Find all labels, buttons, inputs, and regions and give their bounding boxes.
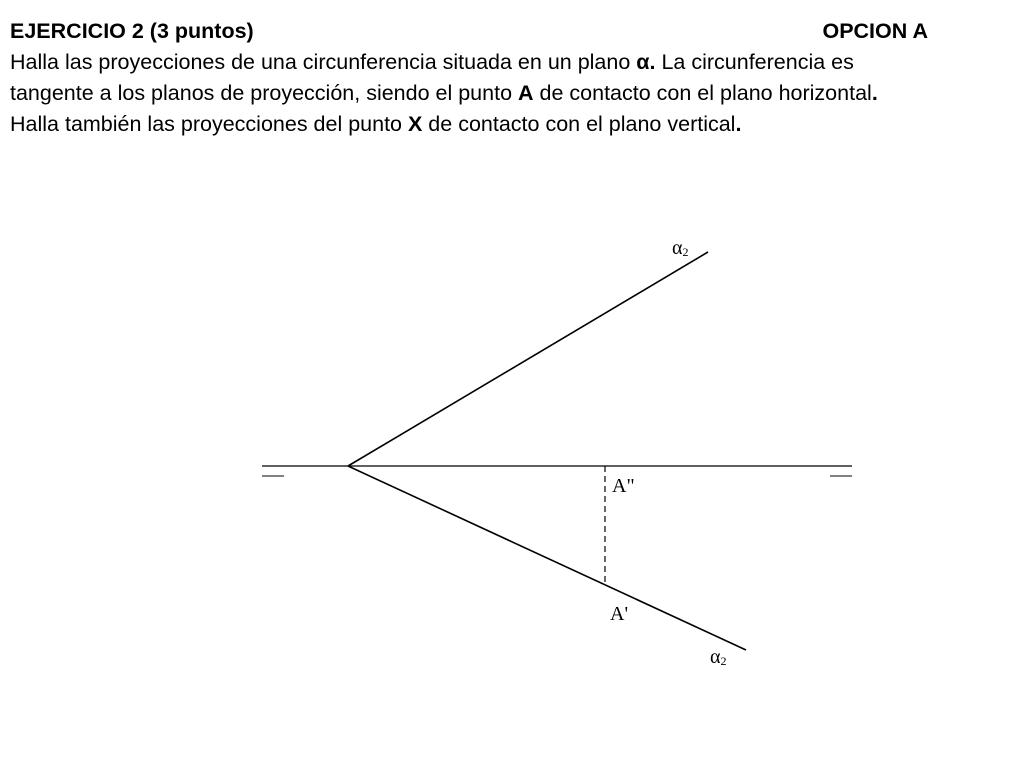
lower-trace-label: α2: [710, 646, 727, 668]
text-2c: de contacto con el plano horizontal: [533, 81, 872, 105]
text-1a: Halla las proyecciones de una circunferencia situada en un plano: [10, 50, 637, 74]
text-2a: tangente a los planos de proyección, siendo el punto: [10, 81, 519, 105]
period-3: .: [735, 112, 742, 136]
horizontal-trace-line: [348, 466, 746, 650]
text-3a: Halla también las proyecciones del punto: [10, 112, 408, 136]
text-3c: de contacto con el plano vertical: [422, 112, 736, 136]
point-a-horizontal-label: A': [610, 603, 629, 625]
period-2: .: [871, 81, 878, 105]
exercise-title: EJERCICIO 2 (3 puntos): [10, 19, 254, 43]
vertical-trace-line: [348, 252, 708, 466]
point-x-symbol: X: [407, 112, 423, 136]
upper-trace-label: α2: [672, 237, 689, 259]
text-1c: La circunferencia es: [655, 50, 854, 74]
point-a-vertical-label: A": [612, 475, 635, 497]
alpha-symbol: α.: [636, 50, 656, 74]
point-a-symbol: A: [518, 81, 534, 105]
option-label: OPCION A: [822, 19, 928, 43]
